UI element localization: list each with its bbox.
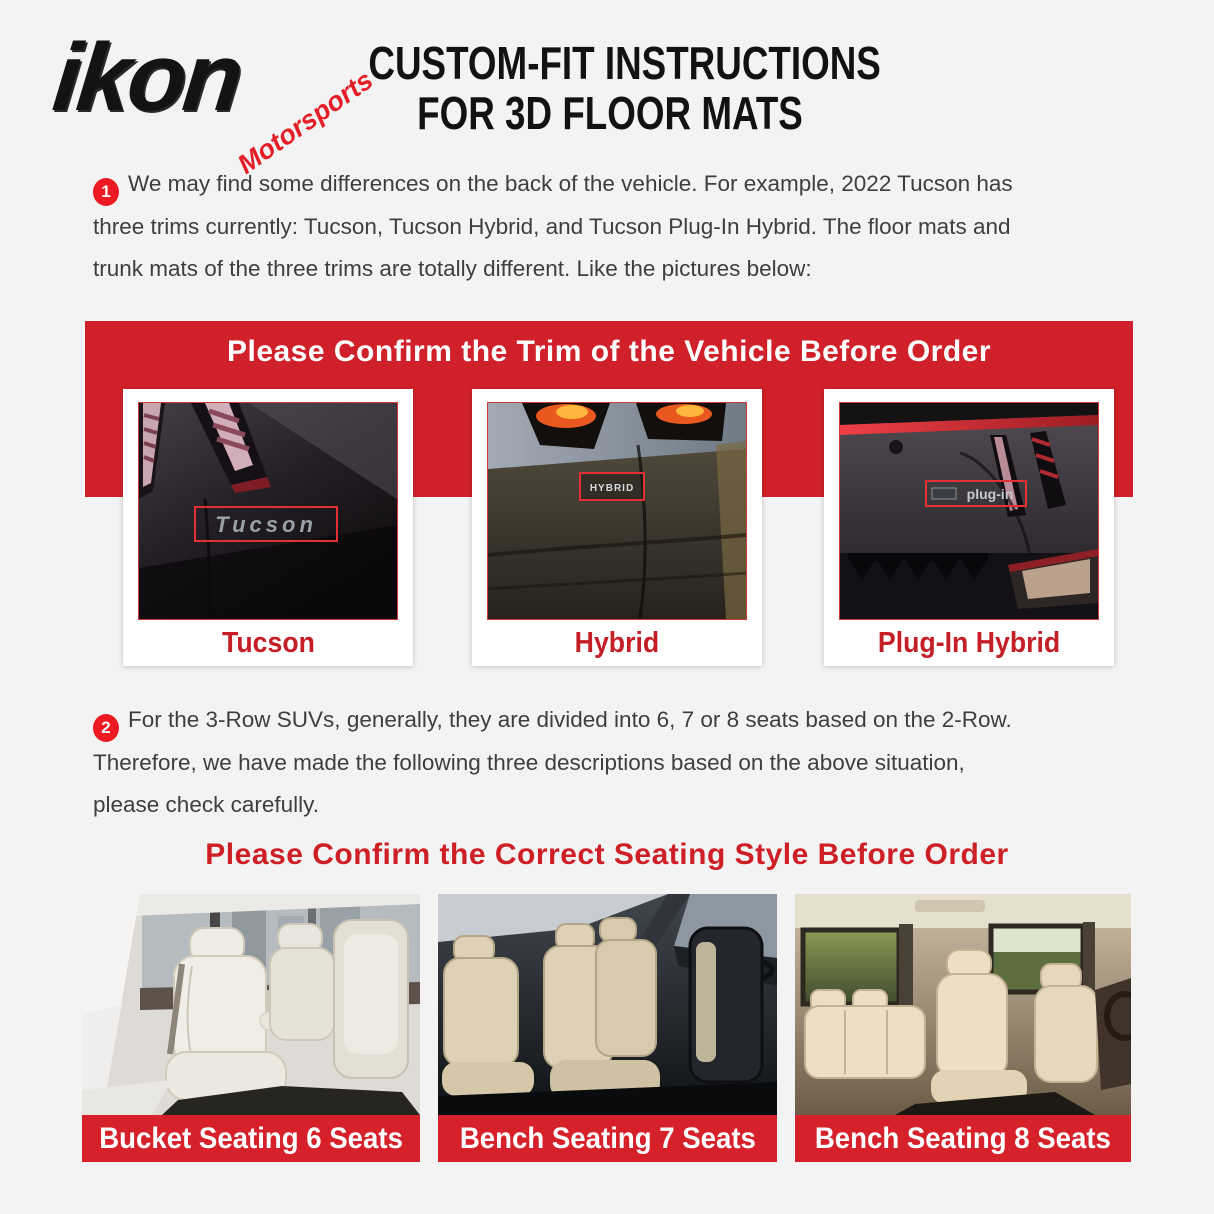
page-title — [308, 38, 912, 138]
step-1-line-2: three trims currently: Tucson, Tucson Hybrid, and Tucson Plug-In Hybrid. The floor mats and — [93, 214, 1011, 239]
step-1-line-3: trunk mats of the three trims are totally different. Like the pictures below: — [93, 256, 812, 281]
step-2-line-2: Therefore, we have made the following three descriptions based on the above situation, — [93, 750, 965, 775]
bench-7-photo — [438, 894, 777, 1115]
step-1-paragraph — [93, 163, 1138, 290]
bucket-6-photo — [82, 894, 420, 1115]
seating-option-bench-7 — [438, 894, 777, 1162]
bench-8-photo — [795, 894, 1131, 1115]
bench-8-illustration — [795, 894, 1131, 1115]
step-2-line-1 — [93, 699, 1138, 742]
page-title-line-2: FOR 3D FLOOR MATS — [417, 87, 803, 139]
trim-label-hybrid: Hybrid — [574, 627, 660, 659]
trim-label-tucson: Tucson — [221, 627, 315, 659]
bench-7-illustration — [438, 894, 777, 1115]
hybrid-badge-text: HYBRID — [589, 483, 635, 494]
plug-in-badge-text: plug-in — [966, 486, 1014, 502]
tucson-badge-text: Tucson — [215, 512, 317, 537]
bucket-6-label-band: Bucket Seating 6 Seats — [82, 1115, 420, 1162]
step-2-line-3: please check carefully. — [93, 792, 319, 817]
seating-option-bucket-6 — [82, 894, 420, 1162]
ikon-logo-wordmark: ikon — [48, 24, 246, 131]
bucket-6-illustration — [82, 894, 420, 1115]
page-title-line-1: CUSTOM-FIT INSTRUCTIONS — [368, 37, 881, 89]
step-2-text-1: For the 3-Row SUVs, generally, they are divided into 6, 7 or 8 seats based on the 2-Row. — [128, 707, 1012, 732]
trim-card-plug-in-hybrid — [824, 389, 1114, 666]
step-1-text-1: We may find some differences on the back of the vehicle. For example, 2022 Tucson has — [128, 171, 1013, 196]
step-2-number-badge: 2 — [93, 714, 119, 742]
tucson-photo-illustration — [139, 403, 397, 619]
plug-in-rear-photo — [839, 402, 1099, 620]
plug-in-photo-illustration — [840, 403, 1098, 619]
step-1-line-1 — [93, 163, 1138, 206]
hybrid-photo-illustration — [488, 403, 746, 619]
step-1-number-badge: 1 — [93, 178, 119, 206]
trim-card-hybrid — [472, 389, 762, 666]
trim-card-tucson — [123, 389, 413, 666]
tucson-rear-photo — [138, 402, 398, 620]
bench-7-label-band: Bench Seating 7 Seats — [438, 1115, 777, 1162]
hybrid-rear-photo — [487, 402, 747, 620]
trim-banner-title: Please Confirm the Trim of the Vehicle Before Order — [226, 335, 992, 368]
seating-option-bench-8 — [795, 894, 1131, 1162]
seating-section-heading: Please Confirm the Correct Seating Style Before Order — [205, 838, 1009, 871]
ikon-logo-motorsports-script: Motorsports — [232, 64, 379, 180]
trim-label-plug-in-hybrid: Plug-In Hybrid — [877, 627, 1061, 659]
bench-8-label-band: Bench Seating 8 Seats — [795, 1115, 1131, 1162]
step-2-paragraph — [93, 699, 1138, 826]
